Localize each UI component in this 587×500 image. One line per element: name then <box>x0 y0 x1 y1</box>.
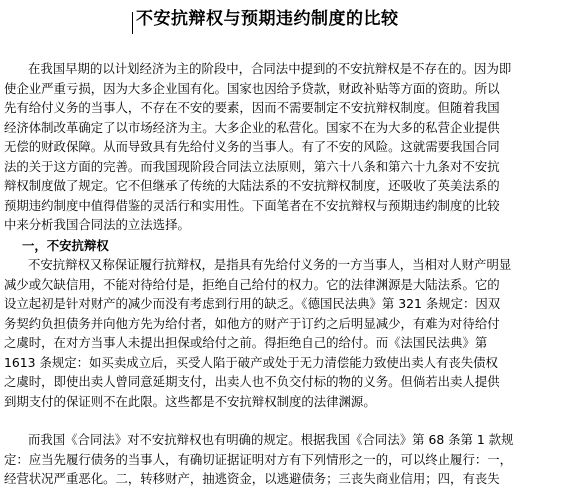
paragraph-line: 之虞时，在对方当事人未提出担保或给付之前。得拒绝自己的给付。而《法国民法典》第 <box>4 335 488 350</box>
paragraph-line: 经济体制改革确定了以市场经济为主。大多企业的私营化。国家不在为大多的私营企业提供 <box>4 119 500 135</box>
paragraph-line: 减少或欠缺信用，不能对待给付是，拒绝自己给付的权力。它的法律渊源是大陆法系。它的 <box>4 276 500 292</box>
paragraph-line: 法的关于这方面的完善。而我国现阶段合同法立法原则，第六十八条和第六十九条对不安抗 <box>4 158 500 174</box>
paragraph-line: 不安抗辩权又称保证履行抗辩权，是指具有先给付义务的一方当事人，当相对人财产明显 <box>28 257 512 272</box>
paragraph-2 <box>0 255 587 411</box>
paragraph-line: 到期支付的保证则不在此限。这些都是不安抗辩权制度的法律渊源。 <box>4 393 376 409</box>
section-heading: 一，不安抗辩权 <box>22 238 109 253</box>
paragraph-line: 1613 条规定：如买卖成立后，买受人陷于破产或处于无力清偿能力致使出卖人有丧失债权 <box>4 354 498 370</box>
paragraph-line: 经营状况严重恶化。二，转移财产，抽逃资金，以逃避债务；三丧失商业信用；四，有丧失 <box>4 471 500 486</box>
paragraph-line: 而我国《合同法》对不安抗辩权也有明确的规定。根据我国《合同法》第 68 条第 1 款规 <box>28 432 514 447</box>
paragraph-line: 务契约负担债务并向他方先为给付者，如他方的财产于订约之后明显减少，有难为对待给付 <box>4 315 500 331</box>
paragraph-line: 之虞时，即使出卖人曾同意延期支付，出卖人也不负交付标的物的义务。但倘若出卖人提供 <box>4 374 500 389</box>
paragraph-line: 先有给付义务的当事人，不存在不安的要素，因而不需要制定不安抗辩权制度。但随着我国 <box>4 100 500 115</box>
paragraph-line: 设立起初是针对财产的减少而没有考虑到行用的缺乏。《德国民法典》第 321 条规定：因双 <box>4 296 501 311</box>
paragraph-3 <box>0 430 587 489</box>
paragraph-line: 辩权制度做了规定。它不但继承了传统的大陆法系的不安抗辩权制度，还吸收了英美法系的 <box>4 178 500 193</box>
paragraph-line: 无偿的财政保障。从而导致具有先给付义务的当事人。有了不安的风险。这就需要我国合同 <box>4 139 500 154</box>
paragraph-1 <box>0 59 587 235</box>
paragraph-line: 预期违约制度中值得借鉴的灵活行和实用性。下面笔者在不安抗辩权与预期违约制度的比较 <box>4 197 500 213</box>
document-title-area <box>128 5 468 33</box>
document-title: 不安抗辩权与预期违约制度的比较 <box>136 9 399 29</box>
paragraph-line: 在我国早期的以计划经济为主的阶段中，合同法中提到的不安抗辩权是不存在的。因为即 <box>28 61 512 76</box>
paragraph-line: 定：应当先履行债务的当事人，有确切证据证明对方有下列情形之一的，可以终止履行：一， <box>4 451 513 467</box>
paragraph-line: 中来分析我国合同法的立法选择。 <box>4 217 190 232</box>
paragraph-line: 使企业严重亏损，因为大多企业国有化。国家也因给予贷款，财政补贴等方面的资助。所以 <box>4 80 500 96</box>
text-cursor <box>132 12 133 34</box>
